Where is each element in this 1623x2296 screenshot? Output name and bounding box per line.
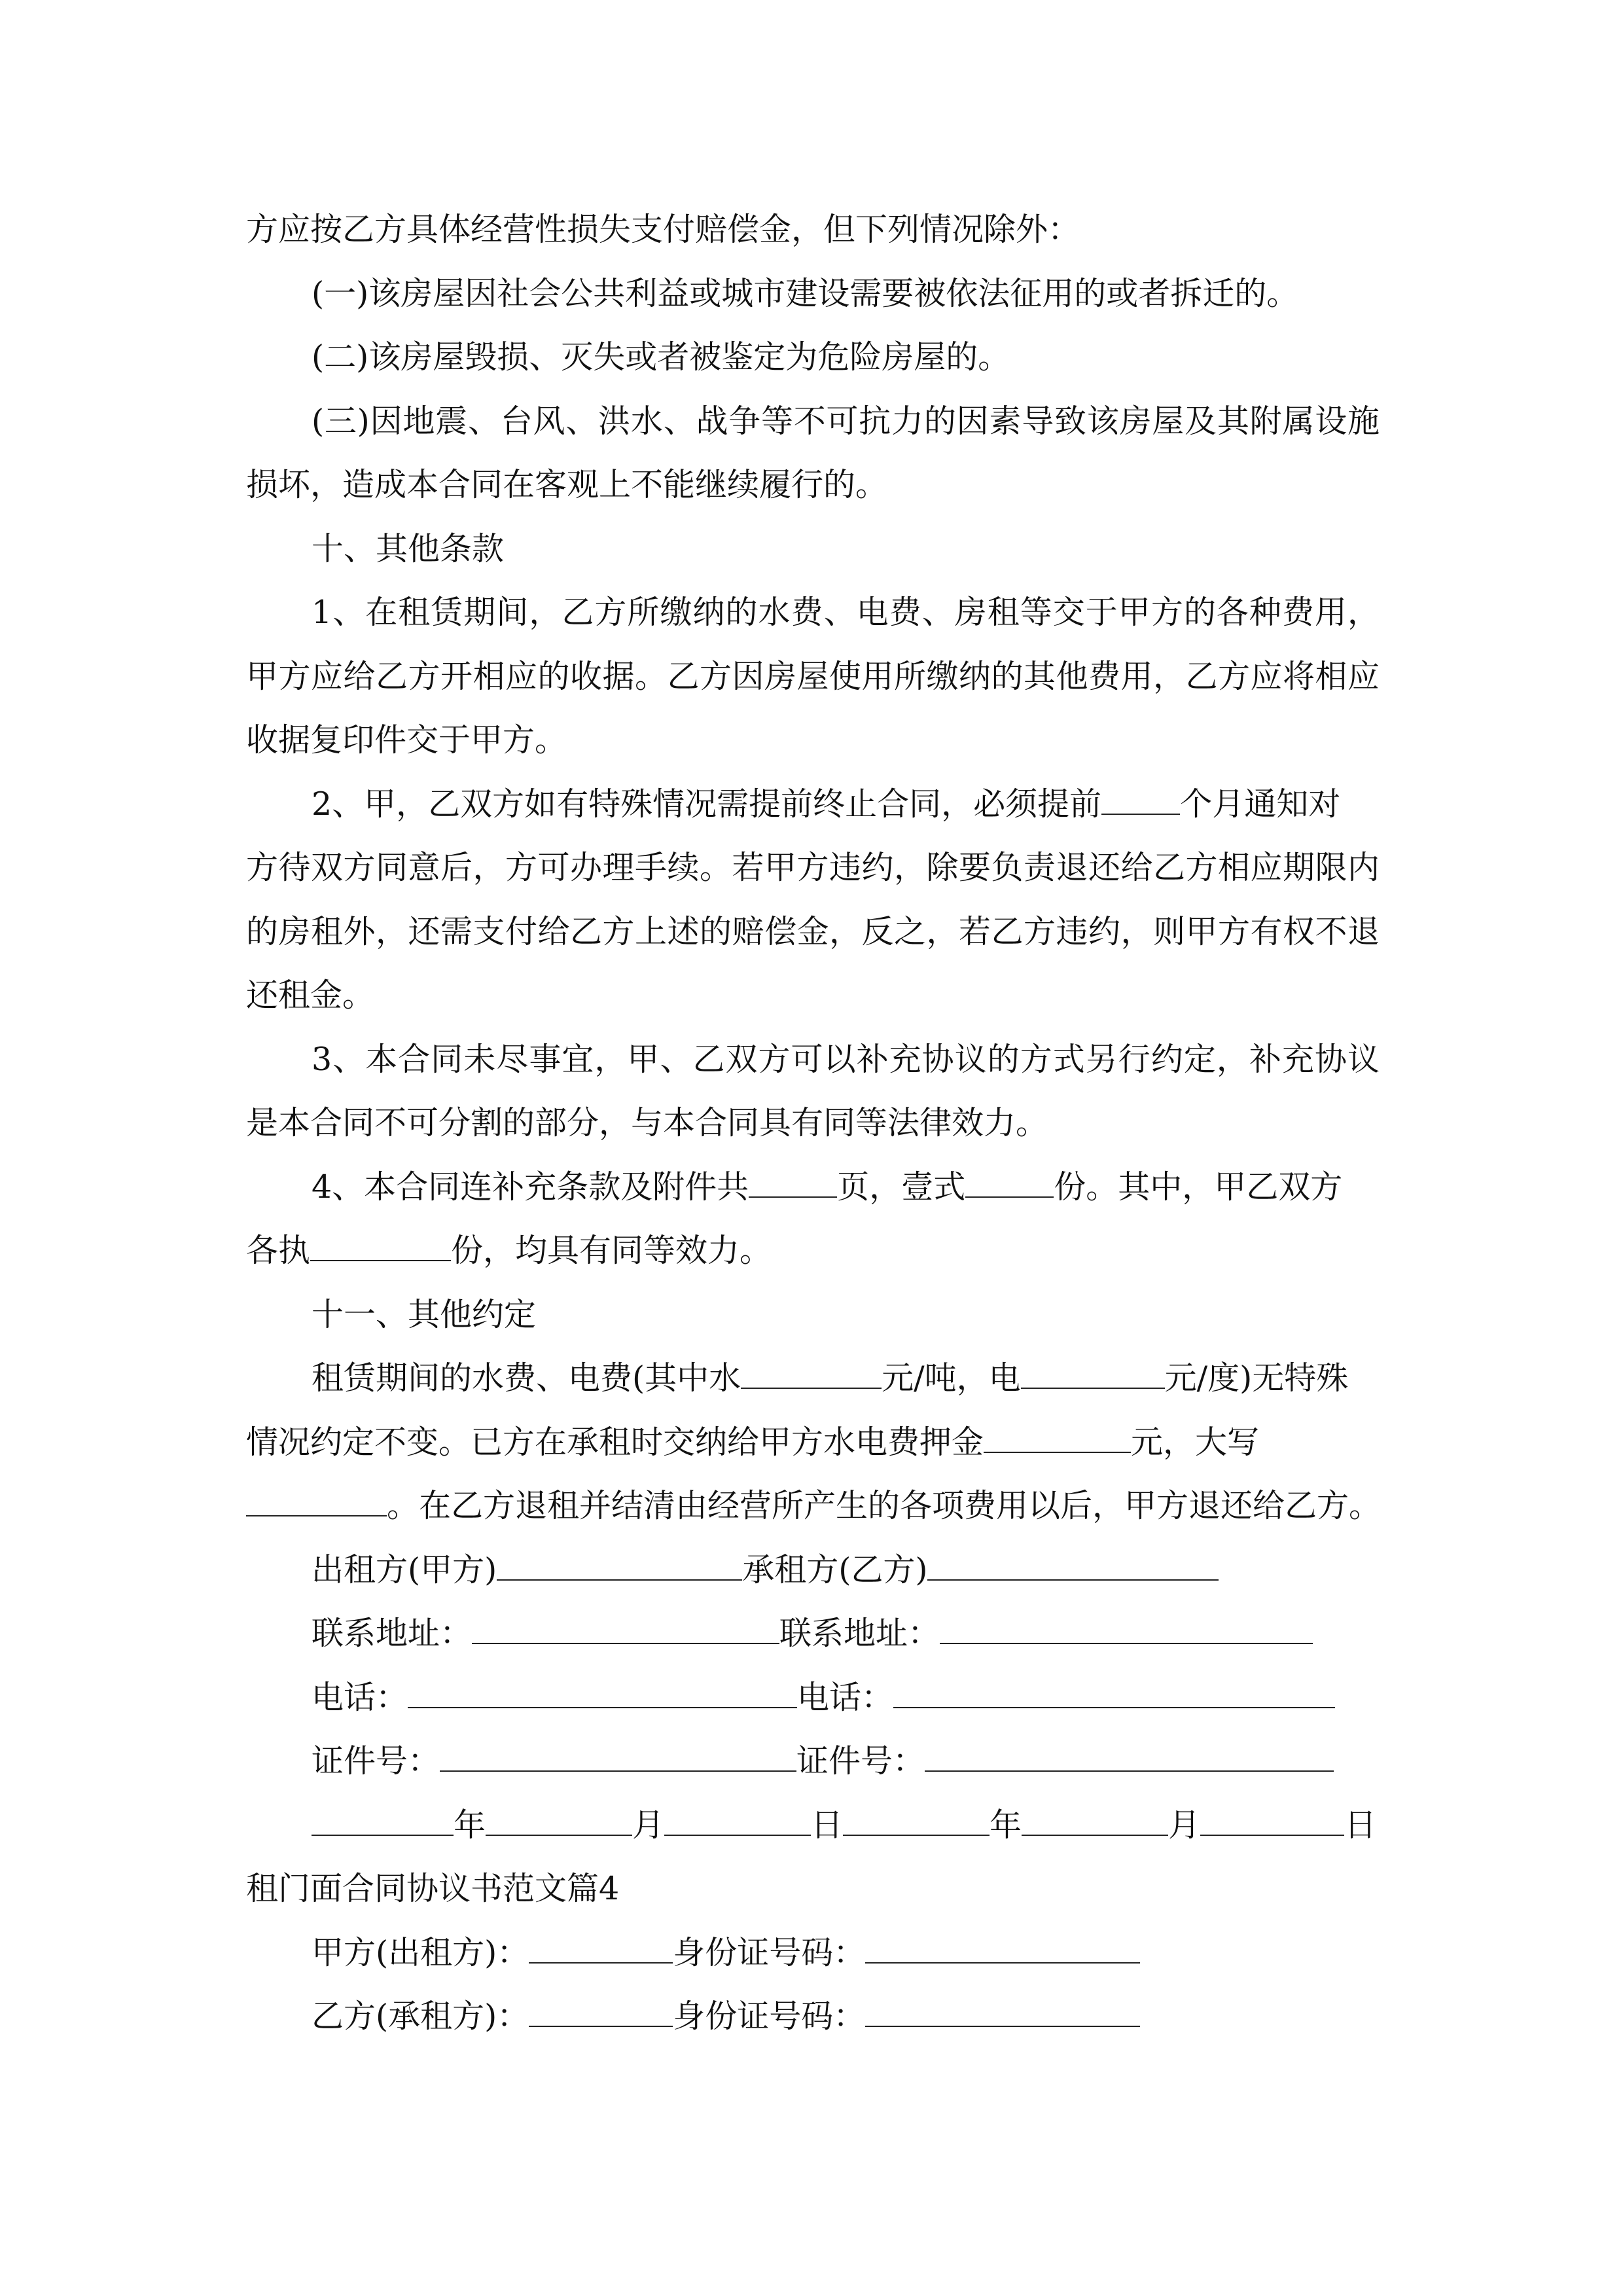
address-label: 联系地址： [312,1615,473,1652]
text-line: 的房租外，还需支付给乙方上述的赔偿金，反之，若乙方违约，则甲方有权不退 [246,912,1380,950]
text-line: 收据复印件交于甲方。 [246,721,567,759]
text: 4、本合同连补充条款及附件共 [312,1168,749,1206]
blank-field [1021,1361,1165,1389]
signature-row-address [246,1602,1380,1666]
blank-field [965,1170,1054,1198]
party-a-label: 甲方(出租方)： [312,1933,529,1971]
text: 情况约定不变。已方在承租时交纳给甲方水电费押金 [246,1423,984,1461]
date-blank [486,1808,632,1836]
text-line: 还租金。 [246,977,375,1014]
month-label: 月 [632,1806,665,1844]
clause-3: (三)因地震、台风、洪水、战争等不可抗力的因素导致该房屋及其附属设施 [312,402,1380,440]
signature-row-id [246,1729,1380,1793]
day-label: 日 [811,1806,844,1844]
party-a-row [246,1921,1380,1985]
id-label: 证件号： [312,1742,440,1780]
date-blank [1200,1808,1344,1836]
date-blank [312,1808,454,1836]
lessee-blank [927,1553,1219,1581]
date-blank [664,1808,811,1836]
text-line: 方应按乙方具体经营性损失支付赔偿金，但下列情况除外： [246,211,1080,248]
text: 份。其中，甲乙双方 [1054,1168,1343,1206]
id-blank [865,1936,1140,1964]
party-b-label: 乙方(承租方)： [312,1998,529,2035]
blank-field [1101,787,1180,815]
section-heading-11: 十一、其他约定 [312,1295,537,1333]
party-b-row [246,1984,1380,2049]
year-label: 年 [990,1806,1022,1844]
id-blank [440,1744,796,1772]
text-line: 方待双方同意后，方可办理手续。若甲方违约，除要负责退还给乙方相应期限内 [246,849,1380,886]
phone-blank [408,1681,797,1708]
signature-row-date [246,1793,1380,1857]
text-line [246,1474,1380,1538]
address-blank [940,1617,1313,1644]
text-line [246,1155,1380,1219]
phone-blank [893,1681,1335,1708]
text-line [246,772,1380,836]
day-label: 日 [1344,1806,1377,1844]
id-label: 身份证号码： [673,1998,866,2035]
lessor-blank [497,1553,742,1581]
section-heading-10: 十、其他条款 [312,529,505,567]
id-blank [925,1744,1334,1772]
text-line: 1、在租赁期间，乙方所缴纳的水费、电费、房租等交于甲方的各种费用， [312,594,1380,631]
phone-label: 电话： [797,1678,894,1716]
date-blank [843,1808,990,1836]
year-label: 年 [454,1806,486,1844]
text: 2、甲，乙双方如有特殊情况需提前终止合同，必须提前 [312,785,1102,823]
text-line: 甲方应给乙方开相应的收据。乙方因房屋使用所缴纳的其他费用，乙方应将相应 [246,657,1380,695]
text: 个月通知对 [1180,785,1341,823]
id-label: 身份证号码： [673,1933,866,1971]
text-line [246,1219,1380,1283]
id-blank [865,2000,1140,2027]
text: 。在乙方退租并结清由经营所产生的各项费用以后，甲方退还给乙方。 [387,1487,1382,1524]
blank-field [741,1361,882,1389]
address-label: 联系地址： [779,1615,940,1652]
blank-field [749,1170,837,1198]
text: 份，均具有同等效力。 [451,1232,772,1269]
signature-row-phone [246,1666,1380,1730]
address-blank [472,1617,779,1644]
clause-2: (二)该房屋毁损、灭失或者被鉴定为危险房屋的。 [312,338,1010,376]
clause-1: (一)该房屋因社会公共利益或城市建设需要被依法征用的或者拆迁的。 [312,274,1299,312]
blank-field [246,1489,387,1516]
text-line: 3、本合同未尽事宜，甲、乙双方可以补充协议的方式另行约定，补充协议 [312,1040,1380,1078]
text: 各执 [246,1232,311,1269]
text: 元/吨，电 [882,1359,1021,1397]
text-line [246,1410,1380,1475]
text: 页，壹式 [837,1168,966,1206]
section-title: 租门面合同协议书范文篇4 [246,1870,620,1907]
text: 元/度)无特殊 [1164,1359,1349,1397]
blank-field [310,1234,451,1261]
date-blank [1022,1808,1168,1836]
party-b-blank [529,2000,673,2027]
lessor-label: 出租方(甲方) [312,1551,497,1588]
text: 元，大写 [1131,1423,1260,1461]
lessee-label: 承租方(乙方) [742,1551,928,1588]
signature-row-parties [246,1538,1380,1602]
document-page [246,198,1380,2049]
text-line: 损坏，造成本合同在客观上不能继续履行的。 [246,466,888,503]
blank-field [984,1426,1131,1453]
text-line [246,1346,1380,1410]
month-label: 月 [1168,1806,1201,1844]
text-line: 是本合同不可分割的部分，与本合同具有同等法律效力。 [246,1104,1048,1141]
text: 租赁期间的水费、电费(其中水 [312,1359,741,1397]
id-label: 证件号： [796,1742,925,1780]
party-a-blank [529,1936,673,1964]
phone-label: 电话： [312,1678,408,1716]
